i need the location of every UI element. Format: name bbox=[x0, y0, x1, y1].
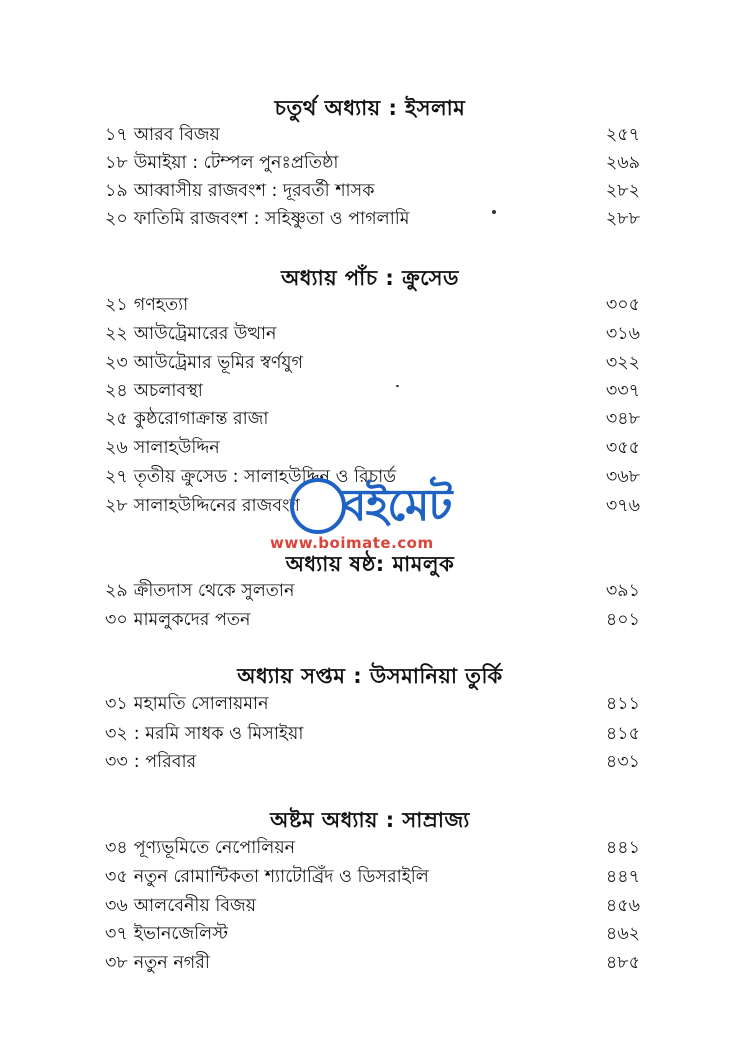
toc-entry bbox=[105, 434, 640, 462]
entry-number: ৩৭ bbox=[105, 924, 128, 944]
entry-title: মামলুকদের পতন bbox=[133, 610, 251, 630]
watermark-brand: বইমেট bbox=[342, 480, 452, 531]
entry-page: ৩৫৫ bbox=[605, 438, 640, 458]
print-speck bbox=[492, 210, 496, 214]
entry-page: ২৫৭ bbox=[605, 125, 640, 145]
print-speck bbox=[396, 385, 399, 387]
entry-title: ফাতিমি রাজবংশ : সহিষ্ণুতা ও পাগলামি bbox=[133, 209, 410, 229]
entry-number: ৩০ bbox=[105, 610, 128, 630]
entry-number: ৩৪ bbox=[105, 838, 128, 858]
entry-page: ৪৫৬ bbox=[605, 896, 640, 916]
entry-number: ২৫ bbox=[105, 409, 128, 429]
entry-page: ৩০৫ bbox=[605, 295, 640, 315]
entry-number: ৩৬ bbox=[105, 896, 128, 916]
entry-page: ৪১১ bbox=[605, 694, 640, 714]
toc-entry bbox=[105, 177, 640, 205]
toc-entry bbox=[105, 205, 640, 233]
watermark bbox=[270, 478, 490, 558]
entry-title: পূণ্যভূমিতে নেপোলিয়ন bbox=[133, 838, 296, 858]
entry-number: ৩৩ bbox=[105, 752, 128, 772]
entry-title: আউট্রেমারের উত্থান bbox=[133, 324, 277, 344]
watermark-url: www.boimate.com bbox=[270, 534, 434, 552]
entry-number: ২০ bbox=[105, 209, 128, 229]
entry-title: সালাহউদ্দিন bbox=[133, 438, 220, 458]
entry-title: অচলাবস্থা bbox=[133, 381, 203, 401]
entry-number: ১৮ bbox=[105, 153, 128, 173]
entry-page: ৩৪৮ bbox=[605, 409, 640, 429]
section-title: চতুর্থ অধ্যায় : ইসলাম bbox=[274, 96, 466, 120]
entry-title: নতুন রোমান্টিকতা শ্যাটোব্রিঁদ ও ডিসরাইলি bbox=[133, 867, 429, 887]
toc-entry bbox=[105, 405, 640, 433]
entry-page: ৪৪১ bbox=[605, 838, 640, 858]
entry-page: ৪০১ bbox=[605, 610, 640, 630]
entry-title: উমাইয়া : টেম্পল পুনঃপ্রতিষ্ঠা bbox=[133, 153, 339, 173]
entry-page: ৩৭৬ bbox=[605, 496, 640, 516]
toc-entry bbox=[105, 291, 640, 319]
entry-number: ১৯ bbox=[105, 181, 128, 201]
entry-title: গণহত্যা bbox=[133, 295, 189, 315]
entry-page: ৩৩৭ bbox=[605, 381, 640, 401]
toc-entry bbox=[105, 121, 640, 149]
toc-entry bbox=[105, 349, 640, 377]
toc-entry bbox=[105, 720, 640, 748]
entry-number: ১৭ bbox=[105, 125, 128, 145]
toc-entry bbox=[105, 149, 640, 177]
entry-page: ২৮৮ bbox=[605, 209, 640, 229]
entry-page: ৪৮৫ bbox=[605, 953, 640, 973]
entry-page: ৪১৫ bbox=[605, 724, 640, 744]
entry-title: আউট্রেমার ভূমির স্বর্ণযুগ bbox=[133, 353, 303, 373]
entry-number: ২৭ bbox=[105, 467, 128, 487]
section-title: অধ্যায় পাঁচ : ক্রুসেড bbox=[281, 266, 459, 290]
entry-page: ৩২২ bbox=[605, 353, 640, 373]
entry-title: আলবেনীয় বিজয় bbox=[133, 896, 257, 916]
section-title: অধ্যায় সপ্তম : উসমানিয়া তুর্কি bbox=[237, 664, 503, 688]
entry-title: নতুন নগরী bbox=[133, 953, 210, 973]
entry-number: ৩১ bbox=[105, 694, 128, 714]
entry-number: ২২ bbox=[105, 324, 128, 344]
entry-page: ৩১৬ bbox=[605, 324, 640, 344]
entry-number: ৩৫ bbox=[105, 867, 128, 887]
entry-page: ৪৪৭ bbox=[605, 867, 640, 887]
entry-title: : মরমি সাধক ও মিসাইয়া bbox=[133, 724, 304, 744]
entry-title: মহামতি সোলায়মান bbox=[133, 694, 269, 714]
entry-page: ২৮২ bbox=[605, 181, 640, 201]
entry-number: ২৮ bbox=[105, 496, 128, 516]
entry-page: ৪৩১ bbox=[605, 752, 640, 772]
entry-title: কুষ্ঠরোগাক্রান্ত রাজা bbox=[133, 409, 269, 429]
entry-number: ২৯ bbox=[105, 581, 128, 601]
entry-page: ২৬৯ bbox=[605, 153, 640, 173]
toc-entry bbox=[105, 748, 640, 776]
toc-entry bbox=[105, 892, 640, 920]
entry-title: ইভানজেলিস্ট bbox=[133, 924, 229, 944]
toc-entry bbox=[105, 320, 640, 348]
entry-page: ৩৬৮ bbox=[605, 467, 640, 487]
entry-number: ৩৮ bbox=[105, 953, 128, 973]
section-title: অধ্যায় ষষ্ঠ: মামলুক bbox=[285, 552, 455, 576]
entry-title: : পরিবার bbox=[133, 752, 197, 772]
toc-entry bbox=[105, 577, 640, 605]
entry-number: ২৪ bbox=[105, 381, 128, 401]
entry-title: সালাহউদ্দিনের রাজবংশ bbox=[133, 496, 300, 516]
entry-number: ২৩ bbox=[105, 353, 128, 373]
entry-title: তৃতীয় ক্রুসেড : সালাহউদ্দিন ও রিচার্ড bbox=[133, 467, 397, 487]
toc-entry bbox=[105, 690, 640, 718]
toc-entry bbox=[105, 377, 640, 405]
section-title: অষ্টম অধ্যায় : সাম্রাজ্য bbox=[270, 808, 470, 832]
toc-entry bbox=[105, 606, 640, 634]
entry-title: ক্রীতদাস থেকে সুলতান bbox=[133, 581, 295, 601]
entry-title: আব্বাসীয় রাজবংশ : দূরবর্তী শাসক bbox=[133, 181, 375, 201]
entry-page: ৪৬২ bbox=[605, 924, 640, 944]
entry-number: ২৬ bbox=[105, 438, 128, 458]
entry-number: ২১ bbox=[105, 295, 128, 315]
toc-entry bbox=[105, 920, 640, 948]
toc-entry bbox=[105, 949, 640, 977]
toc-entry bbox=[105, 863, 640, 891]
toc-entry bbox=[105, 834, 640, 862]
watermark-logo-icon bbox=[290, 478, 346, 534]
entry-page: ৩৯১ bbox=[605, 581, 640, 601]
entry-number: ৩২ bbox=[105, 724, 128, 744]
entry-title: আরব বিজয় bbox=[133, 125, 220, 145]
